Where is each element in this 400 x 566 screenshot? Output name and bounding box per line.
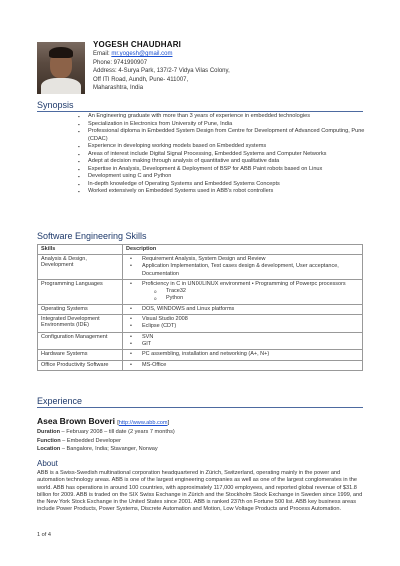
list-item: ▪ An Engineering graduate with more than 3 years of experience in embedded technologies [78, 113, 368, 121]
page-number: 1 of 4 [37, 532, 51, 538]
url-open-bracket: [ [117, 420, 119, 426]
skills-heading: Software Engineering Skills [37, 231, 147, 241]
list-item: ▪ Worked extensively on Embedded Systems used in ABB's robot controllers [78, 188, 368, 196]
experience-details [37, 428, 175, 454]
skill-name: Hardware Systems [38, 350, 123, 360]
skill-description [123, 279, 363, 304]
phone-line: Phone: 9741990907 [93, 59, 148, 66]
table-row [38, 279, 363, 304]
duration-value: – February 2008 – till date (2 years 7 months) [60, 429, 175, 435]
description-column-header: Description [123, 245, 363, 255]
function-value: – Embedded Developer [60, 437, 121, 444]
company-website-link[interactable]: http://www.abb.com [118, 420, 168, 426]
contact-header [93, 41, 230, 92]
skill-name: Analysis & Design, Development [38, 255, 123, 280]
synopsis-divider [37, 111, 363, 112]
skill-description [123, 332, 363, 350]
list-item: • Proficiency in C in UNIX/LINUX environment • Programming of Powerpc processors [126, 281, 359, 288]
synopsis-heading: Synopsis [37, 100, 74, 110]
skill-name: Operating Systems [38, 304, 123, 314]
company-line [37, 416, 169, 426]
location-line [37, 445, 175, 454]
url-close-bracket: ] [167, 420, 170, 426]
address-line-2: Off ITI Road, Aundh, Pune- 411007, [93, 76, 189, 83]
address-line-3: Maharashtra, India [93, 85, 144, 92]
list-item: ▪ Professional diploma in Embedded System Design from Centre for Development of Advanced Computing, Pune (CDAC) [78, 128, 368, 143]
table-row [38, 332, 363, 350]
skills-column-header: Skills [38, 245, 123, 255]
email-line [93, 50, 230, 58]
skill-description [123, 350, 363, 360]
experience-divider [37, 407, 363, 408]
list-item: • DOS, WINDOWS and Linux platforms [126, 306, 359, 313]
skill-description [123, 304, 363, 314]
list-item: • Visual Studio 2008 [126, 316, 359, 323]
list-item: ▪ Expertise in Analysis, Development & Deployment of BSP for ABB Paint robots based on Linux [78, 166, 368, 174]
synopsis-list [78, 113, 368, 196]
location-label: Location [37, 446, 61, 452]
function-line [37, 437, 175, 446]
skills-table [37, 244, 363, 371]
sub-list-item: o Trace32 [126, 288, 359, 295]
list-item: • Eclipse (CDT) [126, 323, 359, 330]
list-item: • Requirement Analysis, System Design and Review [126, 256, 359, 263]
duration-label: Duration [37, 429, 60, 435]
duration-line [37, 428, 175, 437]
skill-description [123, 360, 363, 370]
skill-description [123, 255, 363, 280]
list-item: ▪ Experience in developing working models based on Embedded systems [78, 143, 368, 151]
list-item: ▪ Specialization in Electronics from University of Pune, India [78, 121, 368, 129]
list-item: • PC assembling, installation and networking (A+, N+) [126, 351, 359, 358]
about-paragraph: ABB is a Swiss-Swedish multinational corporation headquartered in Zürich, Switzerland, operating mainly in the power and automation technology areas. ABB is one of the largest engineering companies as well as one of the largest conglomerates in the world. ABB has operations in around 100 countries, with approximately 117,000 employees, and reported global revenue of $31.8 billion for 2009. ABB is traded on the SIX Swiss Exchange in Zürich and the Stockholm Stock Exchange in Sweden since 1999, and the New York Stock Exchange in the United States since 2001. ABB is ranked 237th on Fortune 500 list. ABB key business areas include Power Products, Power Systems, Discrete Automation and Motion, Low Voltage Products and Process Automation. [37, 470, 363, 513]
table-row [38, 255, 363, 280]
email-link[interactable]: mr.yogesh@gmail.com [111, 51, 173, 58]
sub-list-item: o Python [126, 295, 359, 302]
list-item: • GIT [126, 341, 359, 348]
skill-name: Programming Languages [38, 279, 123, 304]
skill-name: Office Productivity Software [38, 360, 123, 370]
list-item: • MS-Office [126, 362, 359, 369]
about-heading: About [37, 459, 58, 468]
email-label: Email: [93, 51, 110, 58]
skill-name: Configuration Management [38, 332, 123, 350]
address-line-1: Address: 4-Surya Park, 137/2-7 Vidya Vilas Colony, [93, 68, 230, 75]
list-item: • Application Implementation, Test cases design & development, User acceptance, Documentation [126, 263, 359, 278]
skill-name: Integrated Development Environments (IDE) [38, 315, 123, 333]
function-label: Function [37, 437, 61, 444]
table-row [38, 350, 363, 360]
company-name: Asea Brown Boveri [37, 416, 115, 426]
list-item: ▪ Adept at decision making through analysis of quantitative and qualitative data [78, 158, 368, 166]
candidate-name: YOGESH CHAUDHARI [93, 40, 182, 49]
table-row [38, 304, 363, 314]
list-item: ▪ Development using C and Python [78, 173, 368, 181]
profile-photo [37, 42, 85, 94]
table-header-row [38, 245, 363, 255]
table-row [38, 360, 363, 370]
table-row [38, 315, 363, 333]
list-item: ▪ Areas of interest include Digital Signal Processing, Embedded Systems and Computer Networks [78, 151, 368, 159]
experience-heading: Experience [37, 396, 83, 406]
list-item: • SVN [126, 334, 359, 341]
location-value: – Bangalore, India; Stavanger, Norway [60, 446, 158, 452]
list-item: ▪ In-depth knowledge of Operating Systems and Embedded Systems Concepts [78, 181, 368, 189]
skill-description [123, 315, 363, 333]
